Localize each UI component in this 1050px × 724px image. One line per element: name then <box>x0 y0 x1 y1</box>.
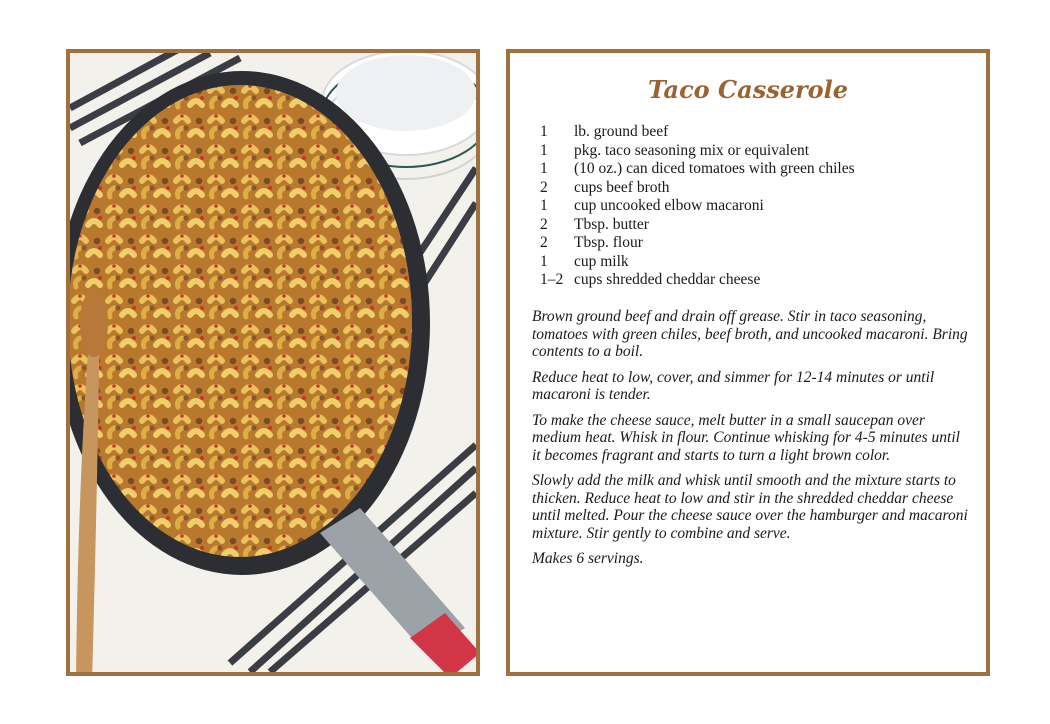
ingredient-name: Tbsp. butter <box>574 215 649 233</box>
ingredient-qty: 1 <box>540 160 548 177</box>
ingredient-item <box>540 160 855 179</box>
ingredient-qty: 1 <box>540 252 548 270</box>
ingredient-list <box>540 123 855 290</box>
ingredient-qty: 1–2 <box>540 271 564 288</box>
recipe-card <box>506 49 990 676</box>
taco-casserole-skillet-image <box>70 53 476 672</box>
ingredient-name: lb. ground beef <box>574 123 669 140</box>
ingredient-name: cup uncooked elbow macaroni <box>574 197 764 214</box>
recipe-photo <box>66 49 480 676</box>
ingredient-name: cups shredded cheddar cheese <box>574 271 761 288</box>
ingredient-item <box>540 271 855 290</box>
instructions <box>532 308 972 576</box>
servings-note: Makes 6 servings. <box>532 550 644 567</box>
ingredient-item <box>540 234 855 253</box>
ingredient-qty: 1 <box>540 141 548 159</box>
ingredient-item <box>540 123 855 142</box>
ingredient-qty: 1 <box>540 123 548 140</box>
ingredient-item <box>540 253 855 272</box>
recipe-title: Taco Casserole <box>647 75 849 104</box>
instruction-step: Brown ground beef and drain off grease. Stir in taco seasoning, tomatoes with green chiles, beef broth, and uncooked macaroni. Bring contents to a boil. <box>532 308 968 360</box>
ingredient-item <box>540 197 855 216</box>
ingredient-qty: 2 <box>540 178 548 196</box>
instruction-step: Slowly add the milk and whisk until smooth and the mixture starts to thicken. Reduce heat to low and stir in the shredded cheddar cheese until melted. Pour the cheese sauce over the hamburger and macaroni mixture. Stir gently to combine and serve. <box>532 472 968 542</box>
ingredient-qty: 2 <box>540 234 548 251</box>
ingredient-name: Tbsp. flour <box>574 234 643 251</box>
ingredient-qty: 1 <box>540 197 548 214</box>
ingredient-item <box>540 179 855 198</box>
instruction-step: To make the cheese sauce, melt butter in a small saucepan over medium heat. Whisk in flour. Continue whisking for 4-5 minutes until it becomes fragrant and starts to turn a light brown color. <box>532 411 960 464</box>
ingredient-name: pkg. taco seasoning mix or equivalent <box>574 141 810 159</box>
ingredient-name: cup milk <box>574 252 629 270</box>
instruction-step: Reduce heat to low, cover, and simmer for 12-14 minutes or until macaroni is tender. <box>532 368 935 403</box>
ingredient-qty: 2 <box>540 215 548 233</box>
ingredient-name: (10 oz.) can diced tomatoes with green chiles <box>574 160 855 177</box>
ingredient-item <box>540 142 855 161</box>
ingredient-name: cups beef broth <box>574 178 670 196</box>
ingredient-item <box>540 216 855 235</box>
